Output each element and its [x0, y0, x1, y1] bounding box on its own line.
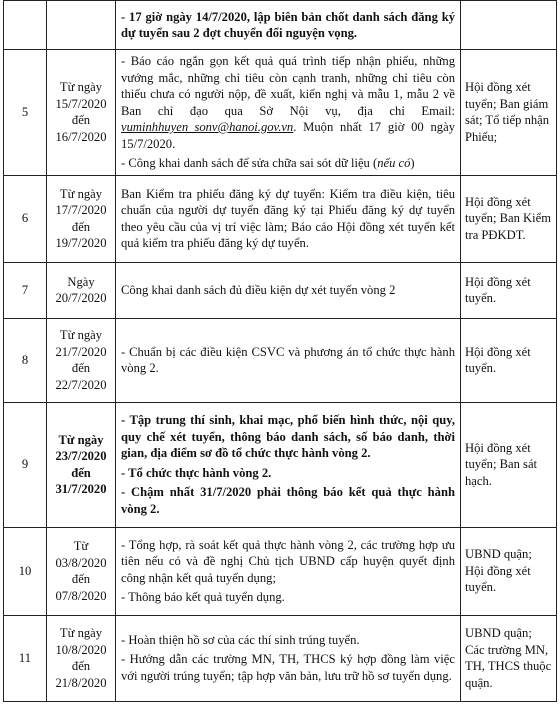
time-cell — [47, 1, 116, 50]
stt-cell — [4, 1, 47, 50]
time-line: 17/7/2020 — [55, 203, 107, 217]
stt-cell: 6 — [4, 175, 47, 262]
time-line: Từ ngày — [59, 186, 103, 201]
task-text — [121, 53, 455, 152]
task-cell — [116, 402, 461, 527]
responsible-cell: Hội đồng xét tuyển. — [461, 262, 557, 318]
task-text-part: - Báo cáo ngắn gọn kết quả quá trình tiếp nhận phiếu, những vướng mắc, những chỉ tiêu còn cạnh tranh, những chỉ tiêu còn thiếu chưa có người nộp, đề xuất, kiến nghị và mẫu 1, mẫu 2 về Ban chỉ đạo qua Sở Nội vụ, địa chỉ Email: — [121, 54, 455, 118]
table-row — [4, 527, 557, 615]
task-text: - Tổng hợp, rà soát kết quả thực hành vòng 2, các trường hợp ưu tiên nếu có và đề nghị Chủ tịch UBND cấp huyện quyết định công nhận kết quả tuyển dụng; — [121, 537, 455, 585]
task-cell — [116, 318, 461, 402]
time-cell — [47, 262, 116, 318]
responsible-cell: UBND quận; Hội đồng xét tuyển. — [461, 527, 557, 615]
time-cell — [47, 318, 116, 402]
time-line: đến — [71, 659, 91, 673]
time-cell — [47, 527, 116, 615]
task-text-part: - Công khai danh sách để sửa chữa sai sót dữ liệu ( — [121, 156, 378, 170]
stt-cell: 5 — [4, 50, 47, 176]
time-line: Từ ngày — [59, 626, 103, 640]
table-row — [4, 50, 557, 176]
time-line: 22/7/2020 — [55, 377, 107, 392]
time-line: đến — [71, 361, 91, 375]
time-line: 21/8/2020 — [55, 675, 107, 690]
time-cell — [47, 50, 116, 176]
table-row — [4, 402, 557, 527]
task-cell — [116, 1, 461, 50]
task-text-part: . Muộn nhất 17 giờ 00 ngày 15/7/2020. — [121, 120, 455, 151]
table-row — [4, 318, 557, 402]
task-text: - 17 giờ ngày 14/7/2020, lập biên bản chốt danh sách đăng ký dự tuyển sau 2 đợt chuyển đổi nguyện vọng. — [121, 9, 455, 40]
stt-cell: 8 — [4, 318, 47, 402]
time-line: 23/7/2020 — [55, 449, 107, 463]
time-line: Ngày — [67, 274, 95, 289]
stt-cell: 10 — [4, 527, 47, 615]
email-link[interactable]: vuminhhuyen_sonv@hanoi.gov.vn — [121, 120, 294, 134]
stt-cell: 11 — [4, 615, 47, 701]
time-line: Từ ngày — [58, 432, 104, 447]
time-line: đến — [71, 572, 91, 586]
time-line: 03/8/2020 — [55, 555, 107, 570]
responsible-cell — [461, 1, 557, 50]
responsible-cell: Hội đồng xét tuyển; Ban sát hạch. — [461, 402, 557, 527]
table-row — [4, 175, 557, 262]
task-text: - Hướng dẫn các trường MN, TH, THCS ký hợp đồng làm việc với người trúng tuyển; tập hợp văn bản, lưu trữ hồ sơ tuyển dụng. — [121, 652, 455, 683]
task-cell — [116, 262, 461, 318]
task-cell — [116, 175, 461, 262]
task-text-part: nếu có — [377, 156, 411, 170]
time-line: 10/8/2020 — [55, 642, 107, 657]
time-line: đến — [71, 113, 91, 128]
schedule-table — [3, 0, 557, 702]
time-line: 15/7/2020 — [55, 96, 107, 111]
table-row — [4, 615, 557, 701]
responsible-cell: UBND quận; Các trường MN, TH, THCS thuộc quận. — [461, 615, 557, 701]
table-row — [4, 262, 557, 318]
time-line: 16/7/2020 — [55, 129, 107, 144]
task-text-part: ) — [410, 156, 415, 170]
stt-cell: 7 — [4, 262, 47, 318]
time-line: Từ ngày — [59, 328, 103, 342]
time-line: 21/7/2020 — [55, 344, 107, 359]
time-cell — [47, 175, 116, 262]
responsible-cell: Hội đồng xét tuyển; Ban Kiểm tra PĐKDT. — [461, 175, 557, 262]
time-cell — [47, 402, 116, 527]
document-page — [3, 0, 556, 706]
task-text: - Hoàn thiện hồ sơ của các thí sinh trúng tuyển. — [121, 632, 360, 647]
task-cell — [116, 527, 461, 615]
time-line: 31/7/2020 — [55, 482, 107, 496]
stt-cell: 9 — [4, 402, 47, 527]
time-cell — [47, 615, 116, 701]
task-text: - Chuẩn bị các điều kiện CSVC và phương án tổ chức thực hành vòng 2. — [121, 344, 455, 375]
task-cell — [116, 615, 461, 701]
task-text: - Tổ chức thực hành vòng 2. — [121, 465, 272, 480]
task-text: Ban Kiểm tra phiếu đăng ký dự tuyển: Kiểm tra điều kiện, tiêu chuẩn của người dự tuyển đăng ký tại Phiếu đăng ký dự tuyển theo yêu cầu của vị trí việc làm; Báo cáo Hội đồng xét tuyển kết quả kiểm tra phiếu đăng ký dự tuyển. — [121, 186, 455, 250]
table-row — [4, 1, 557, 50]
responsible-cell: Hội đồng xét tuyển; Ban giám sát; Tổ tiếp nhận Phiếu; — [461, 50, 557, 176]
time-line: 20/7/2020 — [55, 291, 107, 305]
task-text: - Thông báo kết quả tuyển dụng. — [121, 590, 285, 604]
time-line: 07/8/2020 — [55, 588, 107, 603]
responsible-cell: Hội đồng xét tuyển. — [461, 318, 557, 402]
time-line: Từ ngày — [59, 80, 103, 95]
task-cell — [116, 50, 461, 176]
time-line: Từ — [73, 539, 89, 553]
time-line: 19/7/2020 — [55, 236, 107, 250]
time-line: đến — [71, 219, 91, 234]
time-line: đến — [71, 465, 91, 480]
task-text: - Tập trung thí sinh, khai mạc, phổ biến hình thức, nội quy, quy chế xét tuyển, thông báo danh sách, số báo danh, thời gian, địa điểm sơ đồ tổ chức thực hành vòng 2. — [121, 413, 455, 460]
task-text — [121, 155, 455, 172]
task-text: - Chậm nhất 31/7/2020 phải thông báo kết quả thực hành vòng 2. — [121, 485, 455, 516]
task-text: Công khai danh sách đủ điều kiện dự xét tuyển vòng 2 — [121, 282, 396, 297]
